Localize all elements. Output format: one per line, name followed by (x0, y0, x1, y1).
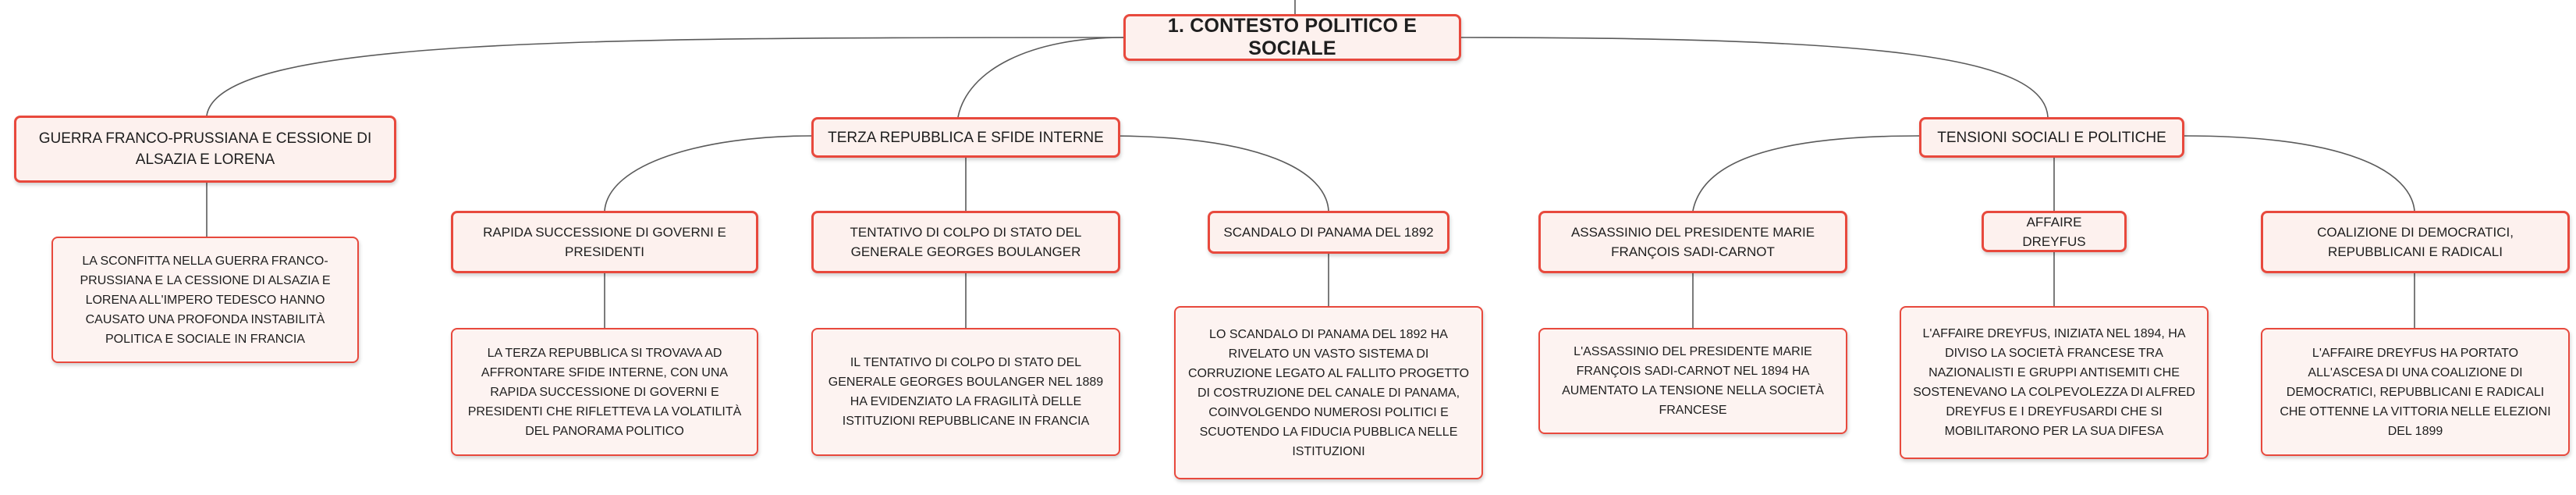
link-terza-panama (1108, 136, 1329, 211)
topic-terza-repubblica[interactable] (811, 117, 1120, 158)
detail-text: L'AFFAIRE DREYFUS, INIZIATA NEL 1894, HA DIVISO LA SOCIETÀ FRANCESE TRA NAZIONALISTI E GRUPPI ANTISEMITI CHE SOSTENEVANO LA COLPEVOLEZZA DI ALFRED DREYFUS E I DREYFUSARDI CHE SI MOBILITARONO PER LA SUA DIFESA (1913, 327, 2195, 438)
link-root-guerra (207, 37, 1123, 116)
detail-scandalo-panama[interactable] (1174, 306, 1483, 479)
topic-label: RAPIDA SUCCESSIONE DI GOVERNI E PRESIDENTI (483, 225, 726, 259)
root-topic-label: 1. CONTESTO POLITICO E SOCIALE (1167, 15, 1418, 59)
detail-text: LA SCONFITTA NELLA GUERRA FRANCO-PRUSSIANA E LA CESSIONE DI ALSAZIA E LORENA ALL'IMPERO TEDESCO HANNO CAUSATO UNA PROFONDA INSTABILITÀ POLITICA E SOCIALE IN FRANCIA (80, 254, 331, 346)
detail-text: L'ASSASSINIO DEL PRESIDENTE MARIE FRANÇOIS SADI-CARNOT NEL 1894 HA AUMENTATO LA TENSIONE NELLA SOCIETÀ FRANCESE (1562, 345, 1824, 417)
detail-text: LO SCANDALO DI PANAMA DEL 1892 HA RIVELATO UN VASTO SISTEMA DI CORRUZIONE LEGATO AL FALLITO PROGETTO DI COSTRUZIONE DEL CANALE DI PANAMA, COINVOLGENDO NUMEROSI POLITICI E SCUOTENDO LA FIDUCIA PUBBLICA NELLE ISTITUZIONI (1187, 327, 1470, 458)
detail-text: L'AFFAIRE DREYFUS HA PORTATO ALL'ASCESA DI UNA COALIZIONE DI DEMOCRATICI, REPUBBLICANI E RADICALI CHE OTTENNE LA VITTORIA NELLE ELEZIONI DEL 1899 (2280, 346, 2551, 438)
topic-scandalo-panama[interactable] (1208, 211, 1449, 254)
link-terza-governi (605, 136, 811, 211)
detail-assassinio-sadi-carnot[interactable] (1538, 328, 1847, 434)
detail-colpo-di-stato-boulanger[interactable] (811, 328, 1120, 456)
detail-affaire-dreyfus[interactable] (1900, 306, 2209, 459)
topic-tensioni-sociali[interactable] (1919, 117, 2184, 158)
topic-coalizione[interactable] (2261, 211, 2570, 273)
topic-label: COALIZIONE DI DEMOCRATICI, REPUBBLICANI E RADICALI (2317, 225, 2514, 259)
detail-coalizione[interactable] (2261, 328, 2570, 456)
topic-affaire-dreyfus[interactable] (1982, 211, 2127, 252)
topic-label: TENSIONI SOCIALI E POLITICHE (1937, 129, 2166, 146)
root-topic[interactable] (1123, 14, 1461, 61)
detail-text: IL TENTATIVO DI COLPO DI STATO DEL GENERALE GEORGES BOULANGER NEL 1889 HA EVIDENZIATO LA FRAGILITÀ DELLE ISTITUZIONI REPUBBLICANE IN FRANCIA (828, 356, 1104, 428)
detail-text: LA TERZA REPUBBLICA SI TROVAVA AD AFFRONTARE SFIDE INTERNE, CON UNA RAPIDA SUCCESSIONE DI GOVERNI E PRESIDENTI CHE RIFLETTEVA LA VOLATILITÀ DEL PANORAMA POLITICO (467, 346, 742, 438)
topic-label: GUERRA FRANCO-PRUSSIANA E CESSIONE DI ALSAZIA E LORENA (38, 130, 372, 168)
topic-assassinio-sadi-carnot[interactable] (1538, 211, 1847, 273)
link-root-terza (958, 37, 1123, 117)
topic-label: TERZA REPUBBLICA E SFIDE INTERNE (828, 129, 1104, 146)
link-tensioni-assassinio (1693, 136, 1919, 211)
detail-guerra-franco-prussiana[interactable] (51, 237, 359, 363)
topic-label: ASSASSINIO DEL PRESIDENTE MARIE FRANÇOIS SADI-CARNOT (1570, 225, 1815, 259)
topic-colpo-di-stato-boulanger[interactable] (811, 211, 1120, 273)
topic-rapida-successione[interactable] (451, 211, 758, 273)
link-root-tensioni (1461, 37, 2048, 117)
topic-label: TENTATIVO DI COLPO DI STATO DEL GENERALE GEORGES BOULANGER (850, 225, 1082, 259)
link-tensioni-coalizione (2184, 136, 2415, 211)
detail-rapida-successione[interactable] (451, 328, 758, 456)
topic-label: SCANDALO DI PANAMA DEL 1892 (1223, 225, 1434, 240)
topic-label: AFFAIRE DREYFUS (2022, 214, 2086, 249)
topic-guerra-franco-prussiana[interactable] (14, 116, 396, 183)
